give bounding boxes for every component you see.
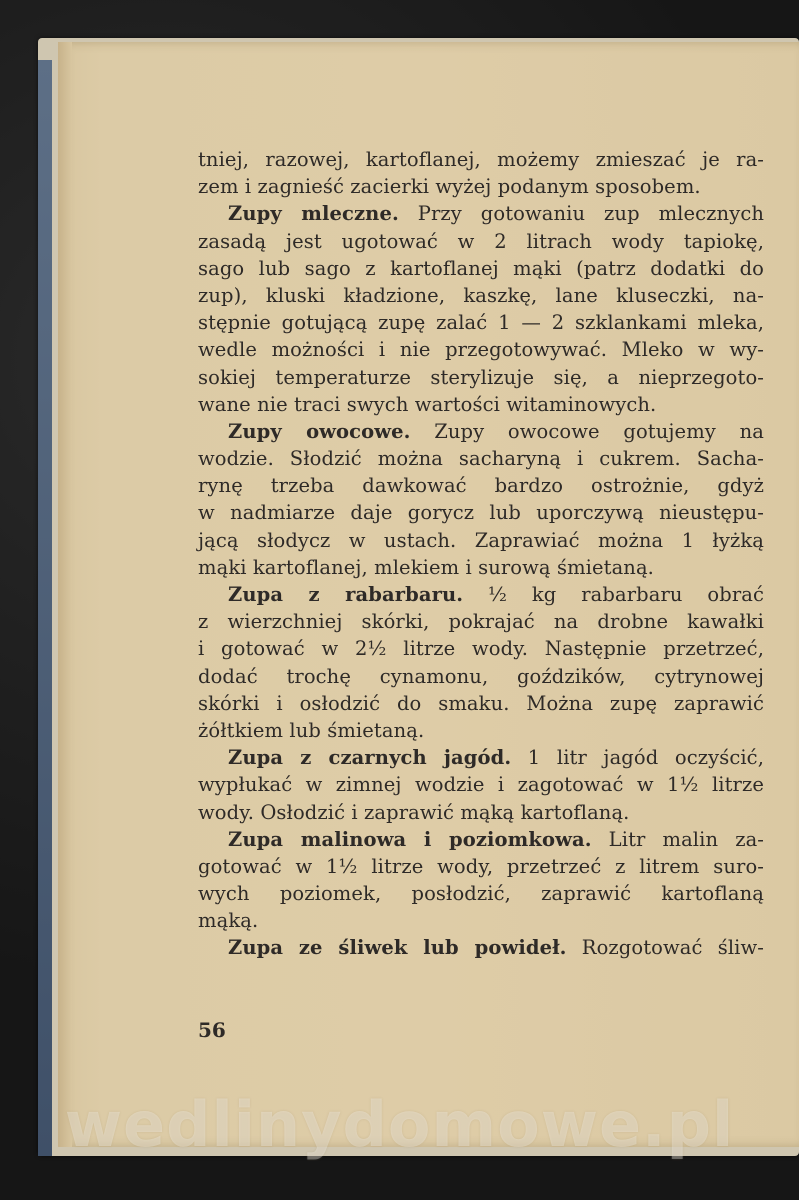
text-segment: wych poziomek, posłodzić, zaprawić kartoflaną [198, 882, 764, 906]
text-segment: stępnie gotującą zupę zalać 1 — 2 szklankami mleka, [198, 311, 764, 335]
text-line [198, 282, 764, 309]
text-segment: w nadmiarze daje gorycz lub uporczywą nieustępu- [198, 501, 764, 525]
recipe-heading: Zupa z rabarbaru. [228, 583, 464, 606]
text-segment: ½ kg rabarbaru obrać [463, 583, 764, 606]
paragraph-first-line [198, 200, 764, 227]
text-line [198, 663, 764, 690]
book-cover-spine [38, 60, 52, 1156]
text-line [198, 771, 764, 798]
text-segment: 1 litr jagód oczyścić, [511, 746, 764, 770]
recipe-heading: Zupa z czarnych jagód. [228, 746, 512, 770]
text-line [198, 445, 764, 472]
text-line [198, 690, 764, 717]
text-segment: Przy gotowaniu zup mlecznych [398, 202, 764, 226]
text-segment: skórki i osłodzić do smaku. Można zupę zaprawić [198, 691, 764, 715]
text-segment: zasadą jest ugotować w 2 litrach wody tapiokę, [198, 229, 764, 253]
paragraph-first-line [198, 581, 764, 608]
text-line [198, 364, 764, 391]
text-segment: mąki kartoflanej, mlekiem i surową śmietaną. [198, 555, 654, 579]
text-line [198, 336, 764, 363]
text-segment: żółtkiem lub śmietaną. [198, 718, 425, 742]
recipe-heading: Zupy mleczne. [228, 202, 399, 226]
text-segment: Rozgotować śliw- [566, 936, 765, 960]
recipe-heading: Zupa malinowa i poziomkowa. [228, 827, 592, 851]
text-segment: wody. Osłodzić i zaprawić mąką kartoflaną. [198, 800, 630, 824]
text-line [198, 635, 764, 662]
text-line [198, 499, 764, 526]
text-segment: Zupy owocowe gotujemy na [410, 419, 764, 443]
text-line [198, 472, 764, 499]
text-line [198, 309, 764, 336]
text-line [198, 853, 764, 880]
text-line [198, 799, 764, 826]
text-segment: tniej, razowej, kartoflanej, możemy zmieszać je ra- [198, 148, 764, 171]
text-line [198, 608, 764, 635]
text-segment: dodać trochę cynamonu, goździków, cytrynowej [198, 664, 764, 688]
page-gutter [58, 42, 72, 1147]
text-line [198, 391, 764, 418]
recipe-heading: Zupa ze śliwek lub powideł. [228, 936, 567, 960]
text-segment: Litr malin za- [591, 827, 764, 851]
text-line [198, 880, 764, 907]
text-line [198, 146, 764, 173]
text-line [198, 228, 764, 255]
text-segment: zup), kluski kładzione, kaszkę, lane kluseczki, na- [198, 283, 764, 307]
text-line [198, 717, 764, 744]
text-segment: i gotować w 2½ litrze wody. Następnie przetrzeć, [198, 637, 764, 661]
text-line [198, 907, 764, 934]
text-segment: rynę trzeba dawkować bardzo ostrożnie, gdyż [198, 474, 764, 498]
page-text [198, 146, 764, 962]
paragraph-first-line [198, 826, 764, 853]
text-segment: jącą słodycz w ustach. Zaprawiać można 1 łyżką [198, 528, 764, 552]
text-segment: z wierzchniej skórki, pokrajać na drobne kawałki [198, 610, 764, 634]
text-line [198, 173, 764, 200]
text-segment: wypłukać w zimnej wodzie i zagotować w 1½ litrze [198, 773, 764, 797]
text-line [198, 255, 764, 282]
page-number: 56 [198, 1018, 226, 1042]
paragraph-first-line [198, 418, 764, 445]
text-segment: wane nie traci swych wartości witaminowych. [198, 392, 657, 416]
text-segment: mąką. [198, 909, 259, 933]
text-line [198, 527, 764, 554]
recipe-heading: Zupy owocowe. [228, 419, 411, 443]
text-line [198, 554, 764, 581]
watermark: wedlinydomowe.pl [64, 1088, 735, 1161]
text-segment: sokiej temperaturze sterylizuje się, a nieprzegoto- [198, 365, 764, 389]
text-segment: sago lub sago z kartoflanej mąki (patrz dodatki do [198, 256, 764, 280]
text-segment: zem i zagnieść zacierki wyżej podanym sposobem. [198, 175, 701, 199]
paragraph-first-line [198, 744, 764, 771]
text-segment: wodzie. Słodzić można sacharyną i cukrem. Sacha- [198, 447, 764, 471]
paragraph-first-line [198, 934, 764, 961]
text-segment: wedle możności i nie przegotowywać. Mleko w wy- [198, 338, 764, 362]
text-segment: gotować w 1½ litrze wody, przetrzeć z litrem suro- [198, 854, 764, 878]
